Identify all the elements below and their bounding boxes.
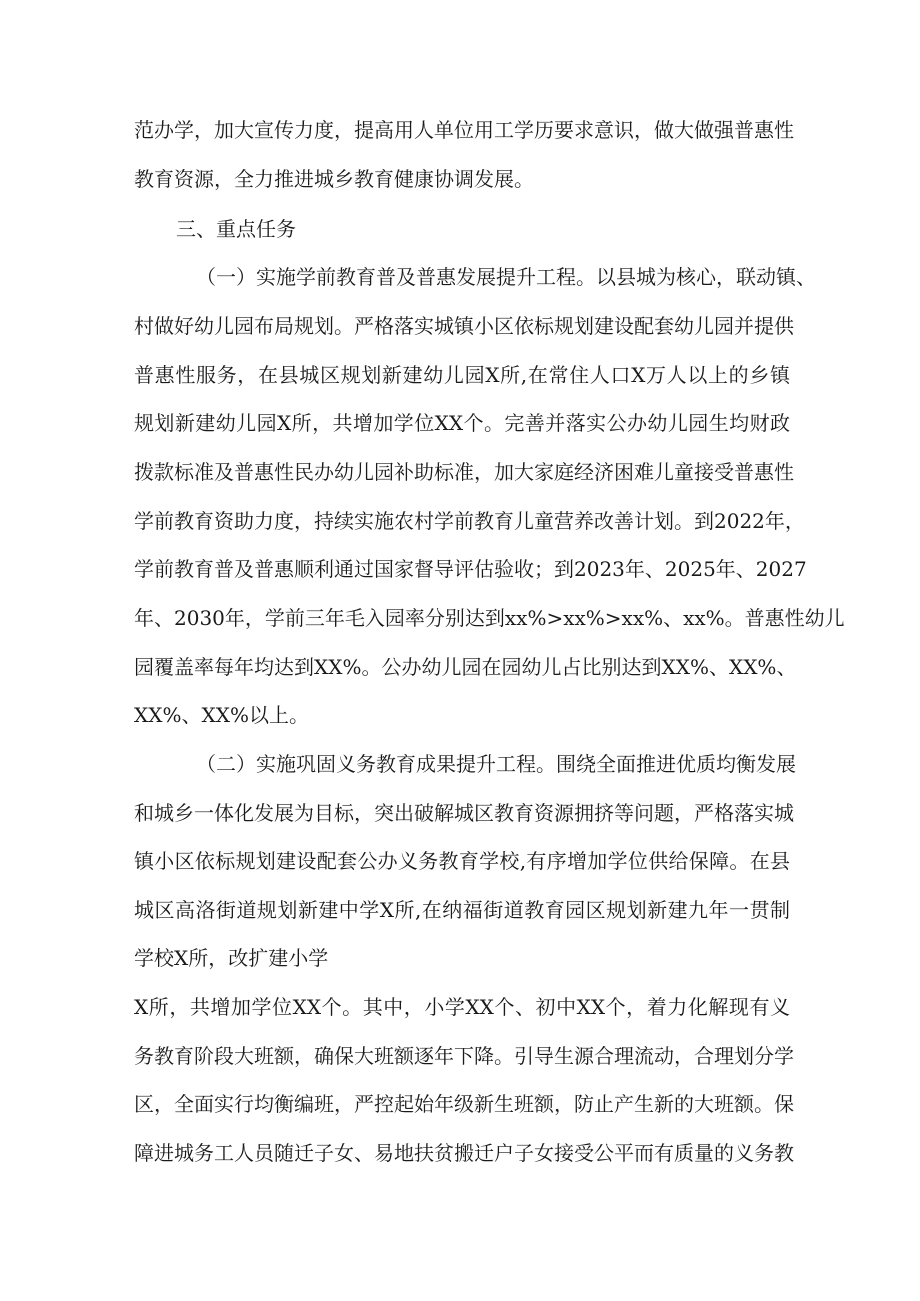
- text-line: 范办学，加大宣传力度，提高用人单位用工学历要求意识，做大做强普惠性: [134, 118, 794, 142]
- text-line: 园覆盖率每年均达到XX%。公办幼儿园在园幼儿占比别达到XX%、XX%、: [134, 655, 797, 679]
- text-line: 学前教育资助力度，持续实施农村学前教育儿童营养改善计划。到2022年，: [134, 509, 805, 533]
- text-line: 学校X所，改扩建小学: [134, 946, 329, 970]
- text-line: 普惠性服务，在县城区规划新建幼儿园X所,在常住人口X万人以上的乡镇: [134, 363, 790, 387]
- text-line: 规划新建幼儿园X所，共增加学位XX个。完善并落实公办幼儿园生均财政: [134, 411, 790, 435]
- text-line: 教育资源，全力推进城乡教育健康协调发展。: [134, 167, 534, 191]
- text-line: 区，全面实行均衡编班，严控起始年级新生班额，防止产生新的大班额。保: [134, 1092, 794, 1116]
- text-line: XX%、XX%以上。: [134, 703, 309, 727]
- text-line: 镇小区依标规划建设配套公办义务教育学校,有序增加学位供给保障。在县: [134, 849, 790, 873]
- subsection-heading: （二）实施巩固义务教育成果提升工程。围绕全面推进优质均衡发展: [196, 752, 796, 776]
- section-heading: 三、重点任务: [176, 217, 296, 241]
- text-line: 年、2030年，学前三年毛入园率分别达到xx%>xx%>xx%、xx%。普惠性幼儿: [134, 606, 845, 630]
- text-line: 障进城务工人员随迁子女、易地扶贫搬迁户子女接受公平而有质量的义务教: [134, 1141, 794, 1165]
- text-line: 务教育阶段大班额，确保大班额逐年下降。引导生源合理流动，合理划分学: [134, 1044, 794, 1068]
- text-line: 村做好幼儿园布局规划。严格落实城镇小区依标规划建设配套幼儿园并提供: [134, 314, 794, 338]
- subsection-heading: （一）实施学前教育普及普惠发展提升工程。以县城为核心，联动镇、: [196, 265, 816, 289]
- text-line: 和城乡一体化发展为目标，突出破解城区教育资源拥挤等问题，严格落实城: [134, 801, 794, 825]
- text-line: 拨款标准及普惠性民办幼儿园补助标准，加大家庭经济困难儿童接受普惠性: [134, 460, 794, 484]
- text-line: X所，共增加学位XX个。其中，小学XX个、初中XX个，着力化解现有义: [134, 995, 790, 1019]
- text-line: 城区高洛街道规划新建中学X所,在纳福街道教育园区规划新建九年一贯制: [134, 898, 790, 922]
- text-line: 学前教育普及普惠顺利通过国家督导评估验收；到2023年、2025年、2027: [134, 557, 807, 581]
